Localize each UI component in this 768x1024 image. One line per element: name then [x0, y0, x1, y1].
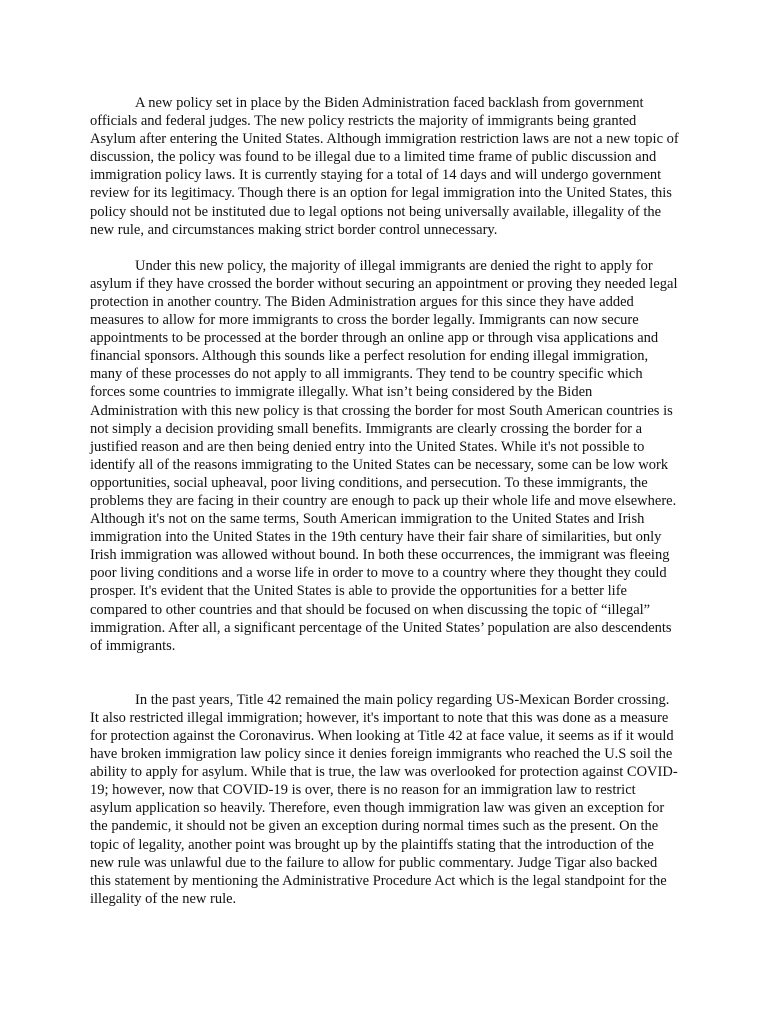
paragraph-policy-introduction: A new policy set in place by the Biden Administration faced backlash from government officials and federal judges. The new policy restricts the majority of immigrants being granted Asylum after entering the United States. Although immigration restriction laws are not a new topic of discussion, the policy was found to be illegal due to a limited time frame of public discussion and immigration policy laws. It is currently staying for a total of 14 days and will undergo government review for its legitimacy. Though there is an option for legal immigration into the United States, this policy should not be instituted due to legal options not being universally available, illegality of the new rule, and circumstances making strict border control unnecessary.: [90, 95, 679, 238]
document-page: [90, 94, 680, 908]
paragraph-asylum-restrictions: Under this new policy, the majority of illegal immigrants are denied the right to apply for asylum if they have crossed the border without securing an appointment or proving they needed legal protection in another country. The Biden Administration argues for this since they have added measures to allow for more immigrants to cross the border legally. Immigrants can now secure appointments to be processed at the border through an online app or through visa applications and financial sponsors. Although this sounds like a perfect resolution for ending illegal immigration, many of these processes do not apply to all immigrants. They tend to be country specific which forces some countries to immigrate illegally. What isn’t being considered by the Biden Administration with this new policy is that crossing the border for most South American countries is not simply a decision providing small benefits. Immigrants are clearly crossing the border for a justified reason and are then being denied entry into the United States. While it's not possible to identify all of the reasons immigrating to the United States can be necessary, some can be low work opportunities, social upheaval, poor living conditions, and persecution. To these immigrants, the problems they are facing in their country are enough to pack up their whole life and move elsewhere. Although it's not on the same terms, South American immigration to the United States and Irish immigration into the United States in the 19th century have their fair share of similarities, but only Irish immigration was allowed without bound. In both these occurrences, the immigrant was fleeing poor living conditions and a worse life in order to move to a country where they thought they could prosper. It's evident that the United States is able to provide the opportunities for a better life compared to other countries and that should be focused on when discussing the topic of “illegal” immigration. After all, a significant percentage of the United States’ population are also descendents of immigrants.: [90, 257, 678, 654]
paragraph-title-42: In the past years, Title 42 remained the main policy regarding US-Mexican Border crossing. It also restricted illegal immigration; however, it's important to note that this was done as a measure for protection against the Coronavirus. When looking at Title 42 at face value, it seems as if it would have broken immigration law policy since it denies foreign immigrants who reached the U.S soil the ability to apply for asylum. While that is true, the law was overlooked for protection against COVID-19; however, now that COVID-19 is over, there is no reason for an immigration law to restrict asylum application so heavily. Therefore, even though immigration law was given an exception for the pandemic, it should not be given an exception during normal times such as the present. On the topic of legality, another point was brought up by the plaintiffs stating that the introduction of the new rule was unlawful due to the failure to allow for public commentary. Judge Tigar also backed this statement by mentioning the Administrative Procedure Act which is the legal standpoint for the illegality of the new rule.: [90, 691, 678, 907]
